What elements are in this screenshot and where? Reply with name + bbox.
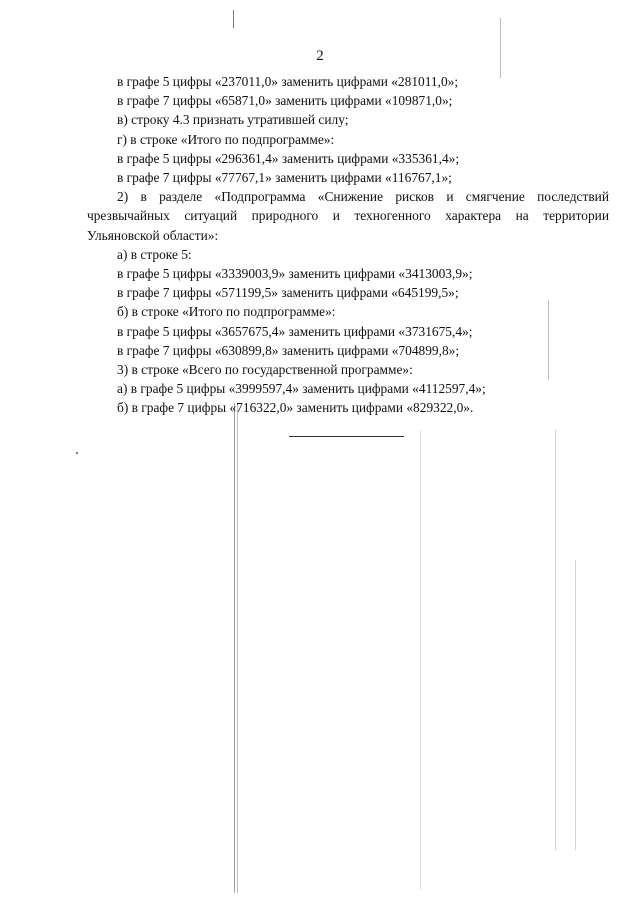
text-line: Ульяновской области»: xyxy=(87,227,219,243)
text-line: чрезвычайных ситуаций природного и техногенного характера на территории xyxy=(87,208,609,224)
text-line: а) в графе 5 цифры «3999597,4» заменить цифрами «4112597,4»; xyxy=(117,381,486,397)
document-body xyxy=(87,72,609,418)
text-line: в графе 7 цифры «77767,1» заменить цифрами «116767,1»; xyxy=(117,170,452,186)
scan-artifact-left-1 xyxy=(234,403,235,893)
scan-artifact-right-4 xyxy=(575,560,576,850)
scan-artifact-left-2 xyxy=(237,403,238,893)
text-line: в) строку 4.3 признать утратившей силу; xyxy=(117,112,349,128)
text-line: б) в графе 7 цифры «716322,0» заменить цифрами «829322,0». xyxy=(117,400,474,416)
text-line: в графе 7 цифры «630899,8» заменить цифрами «704899,8»; xyxy=(117,342,460,358)
scan-artifact-top xyxy=(233,10,234,28)
scan-artifact-mid xyxy=(420,430,421,890)
text-line: 3) в строке «Всего по государственной программе»: xyxy=(117,362,413,378)
text-line: в графе 5 цифры «296361,4» заменить цифрами «335361,4»; xyxy=(117,150,460,166)
text-line: в графе 7 цифры «65871,0» заменить цифрами «109871,0»; xyxy=(117,93,453,109)
page-number: 2 xyxy=(316,48,324,64)
text-line: б) в строке «Итого по подпрограмме»: xyxy=(117,304,336,320)
text-line: в графе 7 цифры «571199,5» заменить цифрами «645199,5»; xyxy=(117,285,459,301)
text-line: в графе 5 цифры «3657675,4» заменить цифрами «3731675,4»; xyxy=(117,323,473,339)
separator-line xyxy=(289,436,404,437)
text-line: 2) в разделе «Подпрограмма «Снижение рисков и смягчение последствий xyxy=(117,189,609,205)
text-line: а) в строке 5: xyxy=(117,246,192,262)
text-line: в графе 5 цифры «237011,0» заменить цифрами «281011,0»; xyxy=(117,74,459,89)
text-line: г) в строке «Итого по подпрограмме»: xyxy=(117,131,335,147)
text-line: в графе 5 цифры «3339003,9» заменить цифрами «3413003,9»; xyxy=(117,266,473,282)
scan-artifact-dot xyxy=(76,452,78,454)
scan-artifact-right-3 xyxy=(555,430,556,850)
